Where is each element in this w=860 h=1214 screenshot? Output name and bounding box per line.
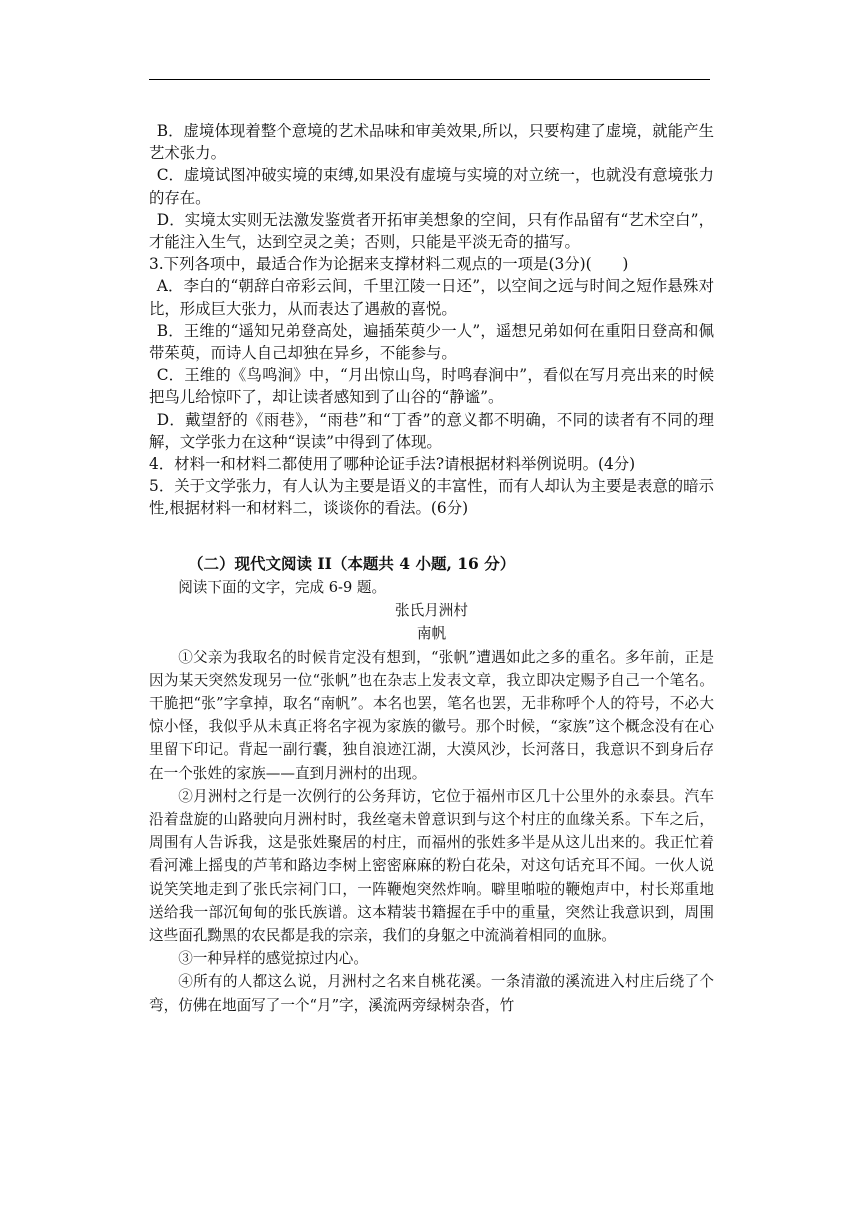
q3-option-b: B．王维的“遥知兄弟登高处，遍插茱萸少一人”，遥想兄弟如何在重阳日登高和佩带茱萸，而诗人自己却独在异乡，不能参与。 [149,321,714,363]
q3-stem: 3.下列各项中，最适合作为论据来支撑材料二观点的一项是(3分)( ) [149,255,629,274]
paragraph: ①父亲为我取名的时候肯定没有想到，“张帆”遭遇如此之多的重名。多年前，正是因为某天突然发现另一位“张帆”也在杂志上发表文章，我立即决定赐予自己一个笔名。干脆把“张”字拿掉，取名“南帆”。本名也罢，笔名也罢，无非称呼个人的符号，不必大惊小怪，我似乎从未真正将名字视为家族的徽号。那个时候，“家族”这个概念没有在心里留下印记。背起一副行囊，独自浪迹江湖，大漠风沙，长河落日，我意识不到身后存在一个张姓的家族——直到月洲村的出现。 [149,648,714,782]
q5-text: 5．关于文学张力，有人认为主要是语义的丰富性，而有人却认为主要是表意的暗示性,根据材料一和材料二，谈谈你的看法。(6分) [149,477,714,518]
article-title: 张氏月洲村 [395,602,468,620]
q3-option-a: A．李白的“朝辞白帝彩云间，千里江陵一日还”，以空间之远与时间之短作悬殊对比，形成巨大张力，从而表达了遇赦的喜悦。 [149,277,714,318]
header-rule [149,79,710,80]
q2-option-c: C．虚境试图冲破实境的束缚,如果没有虚境与实境的对立统一，也就没有意境张力的存在。 [149,166,714,207]
q3-option-d: D．戴望舒的《雨巷》，“雨巷”和“丁香”的意义都不明确，不同的读者有不同的理解，文学张力在这种“误读”中得到了体现。 [149,410,714,451]
q3-option-c: C．王维的《鸟鸣涧》中，“月出惊山鸟，时鸣春涧中”，看似在写月亮出来的时候把鸟儿给惊吓了，却让读者感知到了山谷的“静谧”。 [149,366,714,407]
article-author: 南帆 [416,625,447,643]
q4-text: 4．材料一和材料二都使用了哪种论证手法?请根据材料举例说明。(4分) [149,455,636,474]
reading-passage [149,576,714,1017]
paragraph: ③一种异样的感觉掠过内心。 [178,950,368,968]
paragraph: ②月洲村之行是一次例行的公务拜访，它位于福州市区几十公里外的永泰县。汽车沿着盘旋的山路驶向月洲村时，我丝毫未曾意识到与这个村庄的血缘关系。下车之后，周围有人告诉我，这是张姓聚居的村庄，而福州的张姓多半是从这儿出来的。我正忙着看河滩上摇曳的芦苇和路边李树上密密麻麻的粉白花朵，对这句话充耳不闻。一伙人说说笑笑地走到了张氏宗祠门口，一阵鞭炮突然炸响。噼里啪啦的鞭炮声中，村长郑重地送给我一部沉甸甸的张氏族谱。这本精装书籍握在手中的重量，突然让我意识到，周围这些面孔黝黑的农民都是我的宗亲，我们的身躯之中流淌着相同的血脉。 [149,787,714,945]
q2-option-d: D．实境太实则无法激发鉴赏者开拓审美想象的空间，只有作品留有“艺术空白”，才能注入生气，达到空灵之美；否则，只能是平淡无奇的描写。 [149,210,714,252]
section2-title: （二）现代文阅读 II（本题共 4 小题, 16 分） [188,554,516,573]
questions-block [149,120,714,520]
paragraph: ④所有的人都这么说，月洲村之名来自桃花溪。一条清澈的溪流进入村庄后绕了个弯，仿佛在地面写了一个“月”字，溪流两旁绿树杂沓，竹 [149,973,714,1014]
reading-instruction: 阅读下面的文字，完成 6-9 题。 [178,579,387,596]
q2-option-b: B．虚境体现着整个意境的艺术品味和审美效果,所以，只要构建了虚境，就能产生艺术张力。 [149,122,714,163]
